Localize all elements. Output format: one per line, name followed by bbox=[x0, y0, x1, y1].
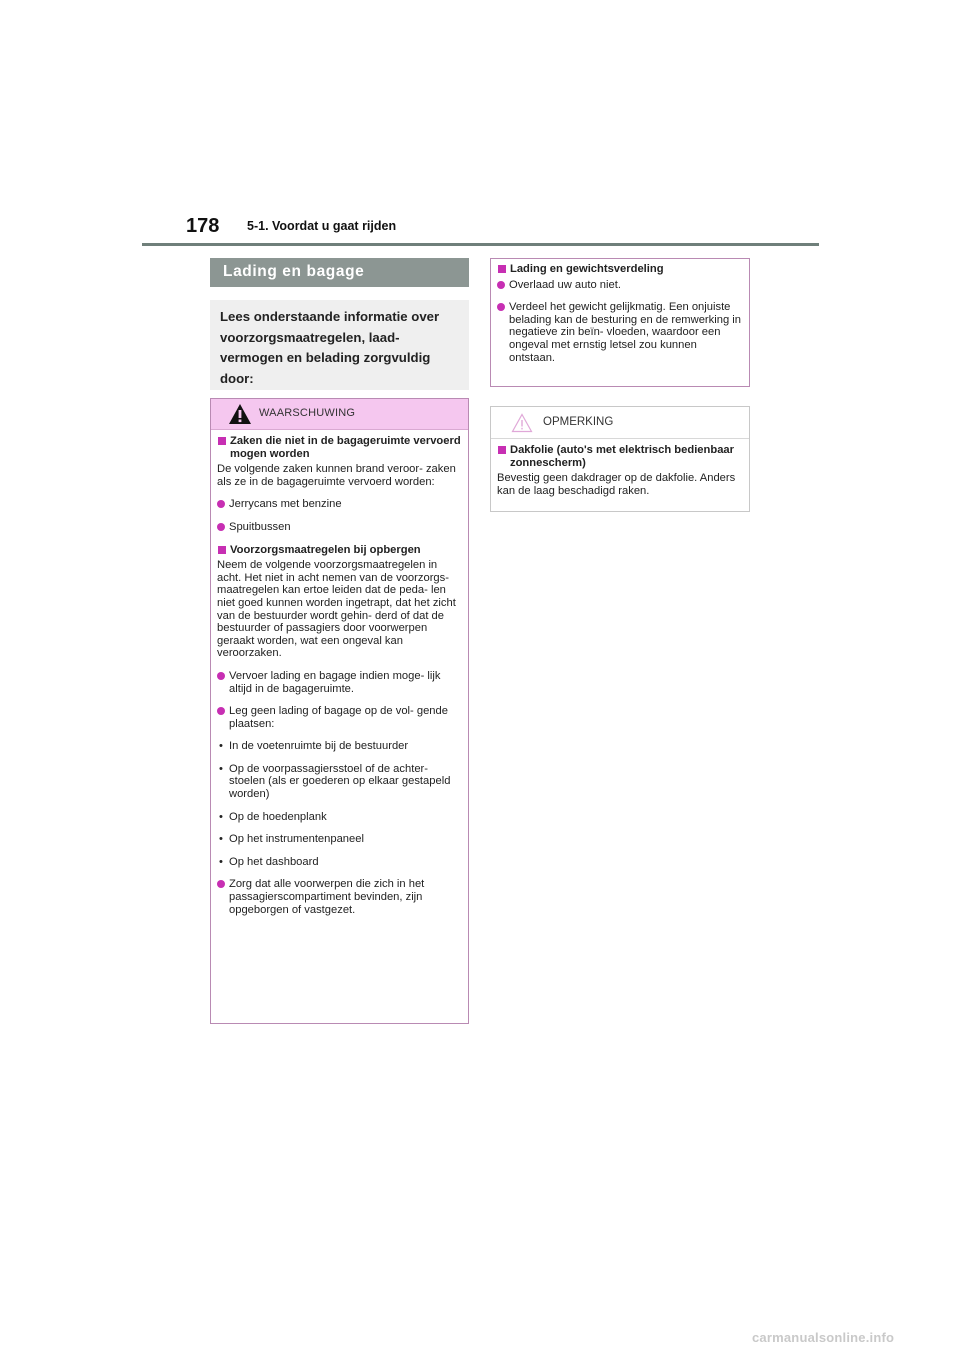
topic-title: Lading en bagage bbox=[210, 258, 469, 287]
sub-item-text: Op het dashboard bbox=[229, 855, 319, 868]
paragraph: Bevestig geen dakdrager op de dakfolie. Anders kan de laag beschadigd raken. bbox=[497, 472, 736, 497]
bullet-text: Jerrycans met benzine bbox=[229, 498, 342, 511]
weight-body bbox=[491, 259, 749, 364]
notice-box bbox=[490, 406, 750, 512]
round-bullet-icon bbox=[497, 303, 505, 311]
intro-text: Lees onderstaande informatie over voorzorgsmaatregelen, laad- vermogen en belading zorgvuldig door: bbox=[220, 309, 440, 386]
round-bullet-icon bbox=[217, 880, 225, 888]
page-number: 178 bbox=[186, 215, 220, 237]
dot-marker-icon: • bbox=[219, 855, 223, 868]
sub-item-text: In de voetenruimte bij de bestuurder bbox=[229, 740, 409, 753]
list-item bbox=[217, 705, 462, 730]
warning-box bbox=[210, 398, 469, 1024]
notice-label: OPMERKING bbox=[543, 416, 614, 428]
notice-heading bbox=[497, 444, 743, 469]
heading-text: Zaken die niet in de bagageruimte vervoerd mogen worden bbox=[230, 435, 461, 460]
list-item bbox=[217, 878, 462, 916]
warning-heading-storage bbox=[217, 435, 462, 460]
round-bullet-icon bbox=[217, 707, 225, 715]
sub-list-item bbox=[217, 833, 462, 846]
bullet-text: Verdeel het gewicht gelijkmatig. Een onjuiste belading kan de besturing en de remwerking in negatieve zin beïn- vloeden, waardoor een ongeval met ernstig letsel zou kunnen ontstaan. bbox=[509, 301, 741, 364]
list-item bbox=[497, 301, 743, 364]
notice-body bbox=[491, 439, 749, 497]
sub-list-item bbox=[217, 740, 462, 753]
heading-text: Lading en gewichtsverdeling bbox=[510, 263, 664, 275]
heading-text: Voorzorgsmaatregelen bij opbergen bbox=[230, 543, 421, 556]
intro-box bbox=[210, 300, 469, 390]
sub-list-item bbox=[217, 811, 462, 824]
weight-heading bbox=[497, 263, 743, 276]
square-bullet-icon bbox=[218, 546, 226, 554]
header-rule bbox=[142, 243, 819, 246]
notice-header bbox=[491, 407, 749, 439]
heading-text: Dakfolie (auto's met elektrisch bedienbaar zonnescherm) bbox=[510, 444, 734, 469]
dot-marker-icon: • bbox=[219, 740, 223, 753]
round-bullet-icon bbox=[497, 281, 505, 289]
warning-heading-precautions bbox=[217, 544, 462, 557]
bullet-text: Overlaad uw auto niet. bbox=[509, 278, 621, 291]
round-bullet-icon bbox=[217, 500, 225, 508]
square-bullet-icon bbox=[498, 446, 506, 454]
dot-marker-icon: • bbox=[219, 833, 223, 846]
round-bullet-icon bbox=[217, 672, 225, 680]
sub-item-text: Op de hoedenplank bbox=[229, 810, 327, 823]
weight-distribution-box bbox=[490, 258, 750, 387]
bullet-text: Leg geen lading of bagage op de vol- gende plaatsen: bbox=[229, 705, 448, 730]
paragraph: De volgende zaken kunnen brand veroor- zaken als ze in de bagageruimte vervoerd worden: bbox=[217, 463, 456, 488]
dot-marker-icon: • bbox=[219, 762, 223, 775]
square-bullet-icon bbox=[498, 265, 506, 273]
square-bullet-icon bbox=[218, 437, 226, 445]
bullet-text: Spuitbussen bbox=[229, 520, 291, 533]
warning-body bbox=[211, 430, 468, 916]
sub-list-item bbox=[217, 763, 462, 801]
list-item bbox=[217, 670, 462, 695]
list-item bbox=[217, 521, 462, 534]
dot-marker-icon: • bbox=[219, 810, 223, 823]
caution-outline-triangle-icon bbox=[511, 413, 533, 433]
bullet-text: Zorg dat alle voorwerpen die zich in het passagierscompartiment bevinden, zijn opgeborgen of vastgezet. bbox=[229, 878, 425, 916]
warning-triangle-icon bbox=[228, 403, 252, 425]
section-title: 5-1. Voordat u gaat rijden bbox=[247, 219, 397, 233]
list-item bbox=[217, 498, 462, 511]
bullet-text: Vervoer lading en bagage indien moge- lijk altijd in de bagageruimte. bbox=[229, 669, 441, 695]
sub-item-text: Op het instrumentenpaneel bbox=[229, 833, 364, 846]
warning-label: WAARSCHUWING bbox=[259, 407, 356, 419]
warning-header bbox=[211, 399, 468, 430]
list-item bbox=[497, 279, 743, 292]
sub-list-item bbox=[217, 856, 462, 869]
sub-item-text: Op de voorpassagiersstoel of de achter- stoelen (als er goederen op elkaar gestapeld worden) bbox=[229, 762, 451, 801]
round-bullet-icon bbox=[217, 523, 225, 531]
watermark: carmanualsonline.info bbox=[752, 1330, 895, 1345]
paragraph: Neem de volgende voorzorgsmaatregelen in acht. Het niet in acht nemen van de voorzorgs- maatregelen kan ertoe leiden dat de peda- len niet goed kunnen worden ingetrapt, dat het zicht van de bestuurder wordt gehin- derd of dat de bestuurder of passagiers door voorwerpen geraakt worden, wat een ongeval kan veroorzaken. bbox=[217, 559, 456, 660]
